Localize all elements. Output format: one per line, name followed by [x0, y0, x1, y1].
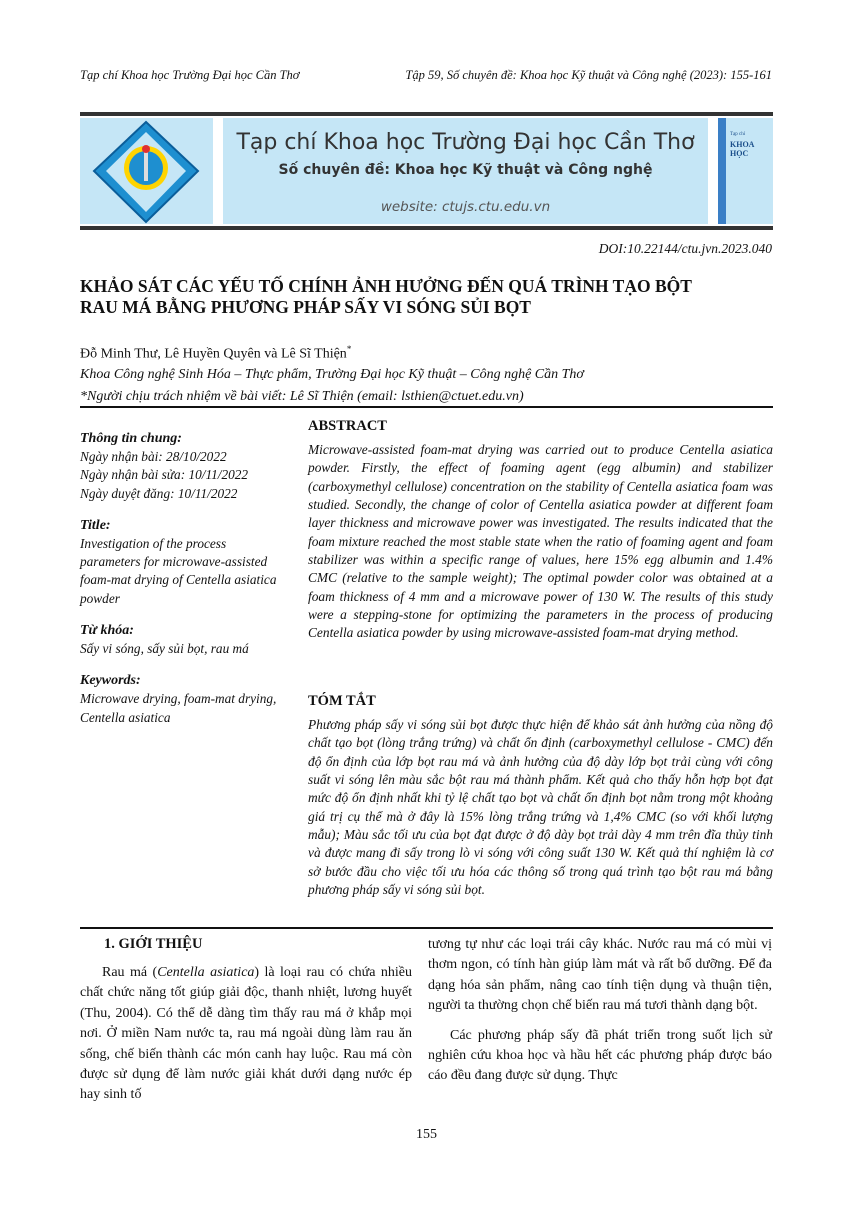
university-logo-icon	[80, 118, 213, 224]
thumb-title: KHOA HỌC	[730, 140, 755, 158]
journal-banner	[80, 112, 773, 230]
university-logo-panel	[80, 118, 213, 224]
body-text: ) là loại rau có chứa nhiều chất chức năng tốt giúp giải độc, thanh nhiệt, lương huyết (Thu, 2004). Có thể dễ dàng tìm thấy rau má ở khắp mọi nơi. Ở miền Nam nước ta, rau má ngoài dùng làm rau ăn sống, chế biến thành các món canh hay luộc. Rau má còn được sử dụng để làm nước giải khát dưới dạng nước ép hay sinh tố	[80, 965, 412, 1103]
affiliation: Khoa Công nghệ Sinh Hóa – Thực phẩm, Trường Đại học Kỹ thuật – Công nghệ Cần Thơ	[80, 367, 584, 382]
body-column-left	[80, 963, 412, 1106]
banner-title-panel	[223, 118, 708, 224]
paper-title	[80, 276, 780, 318]
divider	[80, 406, 773, 408]
info-heading: Thông tin chung:	[80, 431, 182, 446]
running-header-journal: Tạp chí Khoa học Trường Đại học Cần Thơ	[80, 68, 300, 82]
abstract-text: Microwave-assisted foam-mat drying was carried out to produce Centella asiatica powder. Firstly, the effect of foaming agent (egg albumin) and stabilizer (carboxymethyl cellulose) concentration on the stability of Centella asiatica foam was studied. Secondly, the change of color of Centella asiatica powder at different foam layer thickness and microwave power was investigated. The results indicated that the foam mixture reached the most stable state when the ratio of foaming agent and foam stabilizer was within a specific range of values, here 15% egg albumin and 1.4% CMC (relative to the sample weight); The optimal powder color was obtained at a foam thickness of 4 mm and a microwave power of 130 W. The results of this study were a stepping-stone for optimizing the parameters in the process of producing Centella asiatica powder by using microwave-assisted foam-mat drying method.	[308, 442, 773, 641]
abstract-heading: ABSTRACT	[308, 418, 387, 434]
keywords-en: Microwave drying, foam-mat drying, Centella asiatica	[80, 691, 277, 725]
body-column-right	[428, 935, 772, 1087]
banner-journal-name: Tạp chí Khoa học Trường Đại học Cần Thơ	[236, 130, 695, 155]
corresponding-mark: *	[346, 344, 352, 354]
title-line: RAU MÁ BẰNG PHƯƠNG PHÁP SẤY VI SÓNG SỦI BỌT	[80, 297, 531, 317]
accepted-date: Ngày duyệt đăng: 10/11/2022	[80, 485, 238, 501]
page-number: 155	[416, 1127, 437, 1142]
author-names: Đỗ Minh Thư, Lê Huyền Quyên và Lê Sĩ Thiện	[80, 346, 347, 362]
thumb-small-text: Tạp chí	[730, 132, 746, 137]
doi: DOI:10.22144/ctu.jvn.2023.040	[598, 241, 772, 256]
divider	[80, 927, 773, 929]
body-text: Rau má (	[102, 965, 158, 980]
tomtat-section	[308, 693, 773, 899]
keywords-vi: Sấy vi sóng, sấy sủi bọt, rau má	[80, 641, 249, 657]
title-en-heading: Title:	[80, 517, 111, 533]
title-line: KHẢO SÁT CÁC YẾU TỐ CHÍNH ẢNH HƯỞNG ĐẾN QUÁ TRÌNH TẠO BỘT	[80, 276, 692, 296]
article-info	[80, 430, 285, 741]
body-text: Các phương pháp sấy đã phát triển trong suốt lịch sử nghiên cứu khoa học và hầu hết các phương pháp được báo cáo đều đang được sử dụng. Thực	[428, 1027, 772, 1084]
revised-date: Ngày nhận bài sửa: 10/11/2022	[80, 467, 249, 483]
running-header-volume: Tập 59, Số chuyên đề: Khoa học Kỹ thuật và Công nghệ (2023): 155-161	[405, 68, 772, 82]
keywords-en-heading: Keywords:	[80, 673, 141, 689]
corresponding-author: *Người chịu trách nhiệm về bài viết: Lê Sĩ Thiện (email: lsthien@ctuet.edu.vn)	[80, 389, 524, 404]
abstract-section	[308, 418, 773, 643]
body-text: tương tự như các loại trái cây khác. Nước rau má có mùi vị thơm ngon, có tính hàn giúp làm mát và rất bổ dưỡng. Để đa dạng hóa sản phẩm, nâng cao tính tiện dụng và thuận tiện, người ta thường chọn chế biến rau má tươi thành dạng bột.	[428, 937, 772, 1014]
tomtat-heading: TÓM TẮT	[308, 693, 376, 709]
authors	[80, 344, 351, 363]
keywords-vi-heading: Từ khóa:	[80, 622, 134, 638]
banner-website: website: ctujs.ctu.edu.vn	[380, 199, 551, 215]
title-en: Investigation of the process parameters for microwave-assisted foam-mat drying of Centella asiatica powder	[80, 536, 277, 606]
journal-cover-thumbnail	[718, 118, 773, 224]
tomtat-text: Phương pháp sấy vi sóng sủi bọt được thực hiện để khảo sát ảnh hưởng của nồng độ chất tạo bọt (lòng trắng trứng) và chất ổn định (carboxymethyl cellulose - CMC) đến độ ổn định của lớp bọt rau má và ảnh hưởng của độ dày lớp bọt trải cùng với công suất vi sóng lên màu sắc bột rau má thành phẩm. Kết quả cho thấy hỗn hợp bọt đạt mức độ ổn định nhất khi tỷ lệ chất tạo bọt và chất ổn định bọt nằm trong một khoảng giá trị cụ thể mà ở đây là 15% lòng trắng trứng và 1,4% CMC (so với khối lượng mẫu); Màu sắc tối ưu của bọt đạt được ở độ dày bọt trải dày 4 mm trên đĩa thủy tinh và được mang đi sấy trong lò vi sóng với công suất 130 W. Kết quả thí nghiệm là cơ sở bước đầu cho việc tối ưu hóa các thông số trong quá trình tạo bột rau má bằng phương pháp sấy vi sóng sủi bọt.	[308, 717, 773, 898]
banner-issue: Số chuyên đề: Khoa học Kỹ thuật và Công nghệ	[278, 162, 653, 178]
species-name: Centella asiatica	[157, 965, 255, 980]
received-date: Ngày nhận bài: 28/10/2022	[80, 449, 227, 465]
section-heading: 1. GIỚI THIỆU	[104, 936, 203, 952]
